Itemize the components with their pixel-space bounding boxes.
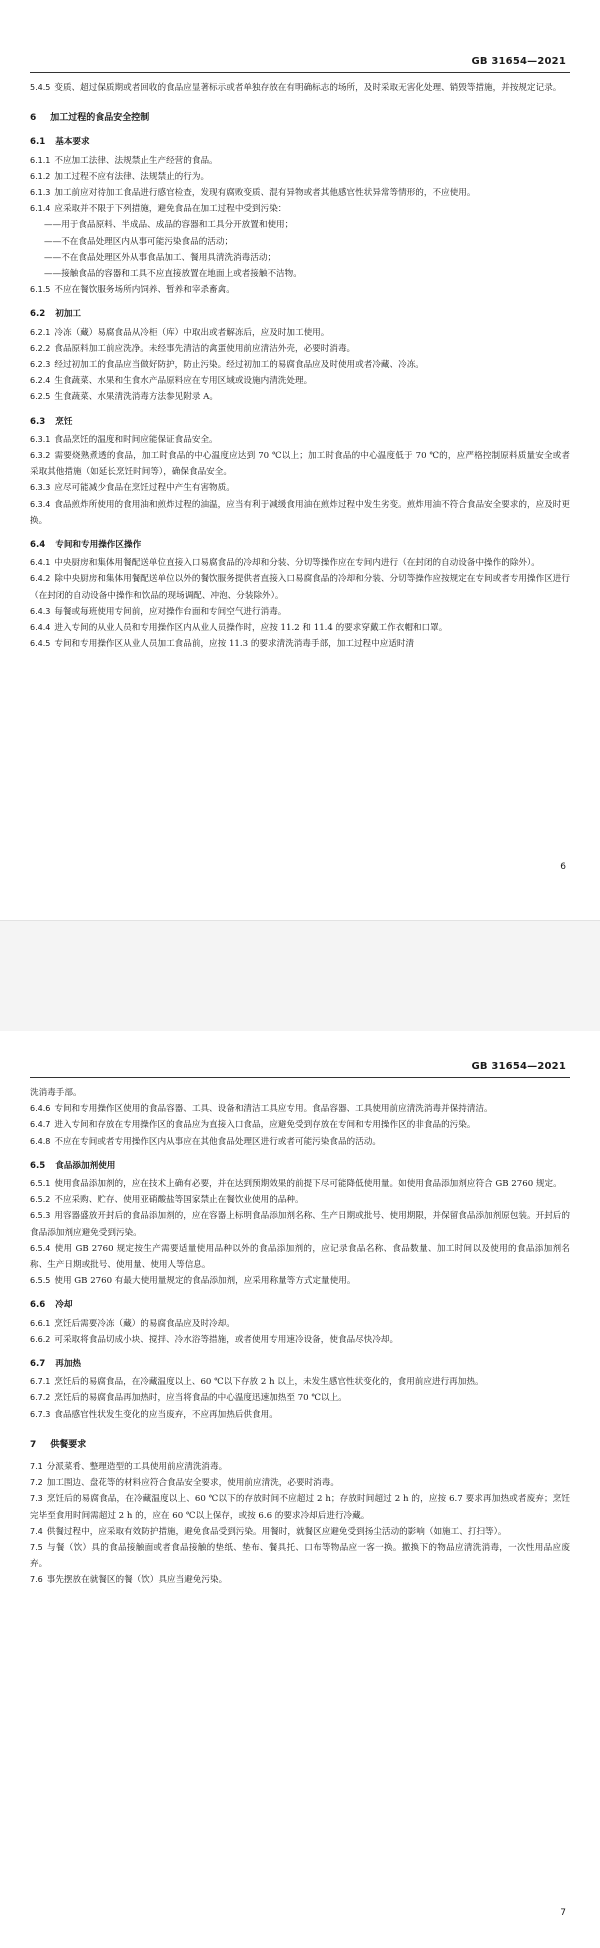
clause-number: 6.2.1 <box>30 327 51 337</box>
list-item: ——不在食品处理区内从事可能污染食品的活动； <box>44 236 234 247</box>
clause <box>30 1241 570 1273</box>
clause-text: 食品煎炸所使用的食用油和煎炸过程的油温，应当有利于减缓食用油在煎炸过程中发生劣变。煎炸用油不符合食品安全要求的，应及时更换。 <box>30 499 570 526</box>
list-item: ——用于食品原料、半成品、成品的容器和工具分开放置和使用； <box>44 220 294 231</box>
section-heading <box>30 1297 570 1313</box>
clause-text: 生食蔬菜、水果清洗消毒方法参见附录 A。 <box>54 392 218 403</box>
heading-text: 供餐要求 <box>50 1439 87 1450</box>
clause <box>30 169 570 185</box>
clause-number: 6.7.2 <box>30 1393 51 1403</box>
clause <box>30 185 570 201</box>
header-rule <box>30 72 570 73</box>
clause-number: 6.6.2 <box>30 1334 51 1344</box>
clause-text: 不应采购、贮存、使用亚硝酸盐等国家禁止在餐饮业使用的品种。 <box>54 1195 304 1206</box>
clause-number: 7.5 <box>30 1543 43 1553</box>
clause-text: 分派菜肴、整理造型的工具使用前应清洗消毒。 <box>46 1462 228 1473</box>
clause-number: 6.3.2 <box>30 451 51 461</box>
clause <box>30 432 570 448</box>
standard-header: GB 31654—2021 <box>471 1061 566 1072</box>
clause <box>30 480 570 496</box>
clause-text: 不应在专间或者专用操作区内从事应在其他食品处理区进行或者可能污染食品的活动。 <box>54 1136 381 1147</box>
page-6 <box>0 0 600 920</box>
clause <box>30 497 570 529</box>
heading-text: 烹饪 <box>55 416 73 427</box>
clause-number: 6.7.3 <box>30 1409 51 1419</box>
clause <box>30 1176 570 1192</box>
clause-number: 6.4.4 <box>30 623 51 633</box>
clause-number: 7.6 <box>30 1575 43 1585</box>
clause <box>30 153 570 169</box>
clause <box>30 1208 570 1240</box>
chapter-heading <box>30 110 570 126</box>
clause-number: 6.4.7 <box>30 1120 51 1130</box>
heading-text: 再加热 <box>55 1359 82 1370</box>
clause-number: 6.5.2 <box>30 1195 51 1205</box>
clause-number: 6.2.5 <box>30 392 51 402</box>
clause-text: 加工围边、盘花等的材料应符合食品安全要求，使用前应清洗，必要时消毒。 <box>46 1478 339 1489</box>
clause-number: 6.4.2 <box>30 574 51 584</box>
clause <box>30 1540 570 1572</box>
continued-paragraph: 洗消毒手部。 <box>30 1088 82 1098</box>
section-heading <box>30 1158 570 1174</box>
clause <box>30 620 570 636</box>
standard-header: GB 31654—2021 <box>471 56 566 67</box>
clause-text: 使用 GB 2760 有最大使用量规定的食品添加剂，应采用称量等方式定量使用。 <box>54 1276 356 1287</box>
section-heading <box>30 414 570 430</box>
clause <box>30 1572 570 1588</box>
clause-number: 6.4.1 <box>30 558 51 568</box>
heading-text: 冷却 <box>55 1300 73 1311</box>
clause-number: 6.2.2 <box>30 343 51 353</box>
clause-text: 用容器盛放开封后的食品添加剂的，应在容器上标明食品添加剂名称、生产日期或批号、使用期限，并保留食品添加剂原包装。开封后的食品添加剂应避免受到污染。 <box>30 1211 570 1238</box>
heading-number: 6.6 <box>30 1300 46 1311</box>
clause-text: 生食蔬菜、水果和生食水产品原料应在专用区域或设施内清洗处理。 <box>54 376 313 387</box>
clause-number: 6.3.3 <box>30 483 51 493</box>
clause <box>30 1101 570 1117</box>
clause-text: 可采取将食品切成小块、搅拌、冷水浴等措施，或者使用专用速冷设备，使食品尽快冷却。 <box>54 1334 399 1345</box>
chapter-heading <box>30 1437 570 1453</box>
heading-number: 6.2 <box>30 309 46 320</box>
clause <box>30 555 570 571</box>
clause-text: 食品原料加工前应洗净。未经事先清洁的禽蛋使用前应清洁外壳，必要时消毒。 <box>54 343 356 354</box>
clause-text: 供餐过程中，应采取有效防护措施，避免食品受到污染。用餐时，就餐区应避免受到扬尘活动的影响（如施工、打扫等）。 <box>46 1526 507 1537</box>
clause-text: 专间和专用操作区使用的食品容器、工具、设备和清洁工具应专用。食品容器、工具使用前应清洗消毒并保持清洁。 <box>54 1104 493 1115</box>
clause-number: 6.1.1 <box>30 155 51 165</box>
clause <box>30 636 570 652</box>
section-heading <box>30 1356 570 1372</box>
clause <box>30 325 570 341</box>
heading-number: 6.4 <box>30 540 46 551</box>
page-number: 6 <box>560 862 566 872</box>
clause <box>30 1390 570 1406</box>
heading-text: 专间和专用操作区操作 <box>55 540 142 551</box>
clause-text: 烹饪后的易腐食品，在冷藏温度以上、60 ℃以下的存放时间不应超过 2 h；存放时间超过 2 h 的，应按 6.7 要求再加热或者废弃；烹饪完毕至食用时间需超过 2 h 的，应在 60 ℃以上保存，或按 6.6 的要求冷却后进行冷藏。 <box>30 1494 570 1521</box>
clause-number: 6.4.6 <box>30 1104 51 1114</box>
heading-text: 初加工 <box>55 309 82 320</box>
heading-text: 加工过程的食品安全控制 <box>50 113 150 124</box>
clause <box>30 1117 570 1133</box>
clause-text: 事先摆放在就餐区的餐（饮）具应当避免污染。 <box>46 1575 228 1586</box>
clause-text: 不应加工法律、法规禁止生产经营的食品。 <box>54 155 218 166</box>
clause-number: 7.1 <box>30 1462 43 1472</box>
section-heading <box>30 306 570 322</box>
clause-number: 6.1.5 <box>30 285 51 295</box>
clause-number: 6.3.4 <box>30 499 51 509</box>
clause <box>30 373 570 389</box>
clause <box>30 1192 570 1208</box>
clause-text: 烹饪后的易腐食品再加热时，应当将食品的中心温度迅速加热至 70 ℃以上。 <box>54 1393 347 1404</box>
clause <box>30 1273 570 1289</box>
page-7 <box>0 1031 600 1948</box>
clause <box>30 201 570 217</box>
heading-text: 基本要求 <box>55 137 90 148</box>
clause-text: 进入专间和存放在专用操作区的食品应为直接入口食品，应避免受到存放在专间和专用操作区的非食品的污染。 <box>54 1120 476 1131</box>
clause-text: 应尽可能减少食品在烹饪过程中产生有害物质。 <box>54 483 235 494</box>
clause-text: 烹饪后需要冷冻（藏）的易腐食品应及时冷却。 <box>54 1318 235 1329</box>
clause-text: 经过初加工的食品应当做好防护，防止污染。经过初加工的易腐食品应及时使用或者冷藏、冷冻。 <box>54 360 424 371</box>
page-6-content <box>30 80 570 653</box>
clause-number: 7.2 <box>30 1478 43 1488</box>
heading-number: 7 <box>30 1439 37 1450</box>
heading-number: 6.1 <box>30 137 46 148</box>
clause-text: 中央厨房和集体用餐配送单位直接入口易腐食品的冷却和分装、分切等操作应在专间内进行（在封闭的自动设备中操作的除外）。 <box>54 558 540 569</box>
clause-text: 需要烧熟煮透的食品，加工时食品的中心温度应达到 70 ℃以上；加工时食品的中心温度低于 70 ℃的，应严格控制原料质量安全或者采取其他措施（如延长烹饪时间等），确保食品安全。 <box>30 451 570 478</box>
clause-number: 6.2.4 <box>30 376 51 386</box>
page-separator <box>0 920 600 1032</box>
clause-text: 每餐或每班使用专间前，应对操作台面和专间空气进行消毒。 <box>54 606 287 617</box>
clause <box>30 1475 570 1491</box>
heading-number: 6.3 <box>30 416 46 427</box>
heading-number: 6 <box>30 113 37 124</box>
clause-text: 变质、超过保质期或者回收的食品应显著标示或者单独存放在有明确标志的场所，及时采取无害化处理、销毁等措施，并按规定记录。 <box>54 83 562 93</box>
clause-number: 5.4.5 <box>30 83 51 92</box>
clause-text: 使用食品添加剂的，应在技术上确有必要，并在达到预期效果的前提下尽可能降低使用量。如使用食品添加剂应符合 GB 2760 规定。 <box>54 1179 562 1190</box>
clause <box>30 1316 570 1332</box>
clause-text: 除中央厨房和集体用餐配送单位以外的餐饮服务提供者直接入口易腐食品的冷却和分装、分切等操作应按规定在专间或者专用操作区进行（在封闭的自动设备中操作和饮品的现场调配、冲泡、分装除外）。 <box>30 574 570 601</box>
clause <box>30 357 570 373</box>
clause-text: 专间和专用操作区从业人员加工食品前，应按 11.3 的要求清洗消毒手部，加工过程中应适时清 <box>54 639 415 650</box>
clause-number: 6.5.1 <box>30 1179 51 1189</box>
clause-number: 6.4.5 <box>30 639 51 649</box>
clause-text: 烹饪后的易腐食品，在冷藏温度以上、60 ℃以下存放 2 h 以上，未发生感官性状变化的，食用前应进行再加热。 <box>54 1377 484 1388</box>
clause-number: 6.1.2 <box>30 171 51 181</box>
clause <box>30 1332 570 1348</box>
clause-text: 食品感官性状发生变化的应当废弃，不应再加热后供食用。 <box>54 1409 278 1420</box>
clause <box>30 282 570 298</box>
clause-text: 食品烹饪的温度和时间应能保证食品安全。 <box>54 434 218 445</box>
clause-number: 6.4.3 <box>30 606 51 616</box>
heading-text: 食品添加剂使用 <box>55 1160 116 1171</box>
clause <box>30 571 570 603</box>
clause-text: 与餐（饮）具的食品接触面或者食品接触的垫纸、垫布、餐具托、口布等物品应一客一换。撤换下的物品应清洗消毒，一次性用品应废弃。 <box>30 1543 570 1570</box>
clause-number: 6.5.4 <box>30 1243 51 1253</box>
clause-number: 6.4.8 <box>30 1136 51 1146</box>
clause <box>30 1459 570 1475</box>
clause-text: 不应在餐饮服务场所内饲养、暂养和宰杀畜禽。 <box>54 285 235 296</box>
clause <box>30 341 570 357</box>
clause-number: 6.1.4 <box>30 204 51 214</box>
clause-number: 7.4 <box>30 1526 43 1536</box>
clause-text: 使用 GB 2760 规定按生产需要适量使用品种以外的食品添加剂的，应记录食品名称、食品数量、加工时间以及使用的食品添加剂名称、生产日期或批号、使用量、使用人等信息。 <box>30 1243 570 1271</box>
clause <box>30 448 570 480</box>
clause-text: 应采取并不限于下列措施，避免食品在加工过程中受到污染： <box>54 204 287 215</box>
heading-number: 6.7 <box>30 1359 46 1370</box>
clause <box>30 1374 570 1390</box>
header-rule <box>30 1077 570 1078</box>
clause-number: 6.2.3 <box>30 360 51 370</box>
list-item: ——不在食品处理区外从事食品加工、餐用具清洗消毒活动； <box>44 252 277 263</box>
clause-number: 6.3.1 <box>30 434 51 444</box>
clause-number: 7.3 <box>30 1494 43 1504</box>
section-heading <box>30 134 570 150</box>
section-heading <box>30 537 570 553</box>
clause-text: 加工过程不应有法律、法规禁止的行为。 <box>54 171 210 182</box>
clause <box>30 1524 570 1540</box>
clause-number: 6.7.1 <box>30 1377 51 1387</box>
heading-number: 6.5 <box>30 1160 46 1171</box>
clause <box>30 604 570 620</box>
clause-text: 冷冻（藏）易腐食品从冷柜（库）中取出或者解冻后，应及时加工使用。 <box>54 327 330 338</box>
clause <box>30 1134 570 1150</box>
page-7-content <box>30 1085 570 1589</box>
page-number: 7 <box>560 1908 566 1918</box>
clause <box>30 80 570 96</box>
clause-number: 6.5.5 <box>30 1276 51 1286</box>
clause <box>30 389 570 405</box>
clause-text: 加工前应对待加工食品进行感官检查，发现有腐败变质、混有异物或者其他感官性状异常等情形的，不应使用。 <box>54 188 476 199</box>
clause <box>30 1407 570 1423</box>
clause-text: 进入专间的从业人员和专用操作区内从业人员操作时，应按 11.2 和 11.4 的要求穿戴工作衣帽和口罩。 <box>54 623 448 634</box>
clause-number: 6.6.1 <box>30 1318 51 1328</box>
clause-number: 6.5.3 <box>30 1211 51 1221</box>
clause-number: 6.1.3 <box>30 188 51 198</box>
clause <box>30 1491 570 1523</box>
list-item: ——接触食品的容器和工具不应直接放置在地面上或者接触不洁物。 <box>44 269 302 280</box>
